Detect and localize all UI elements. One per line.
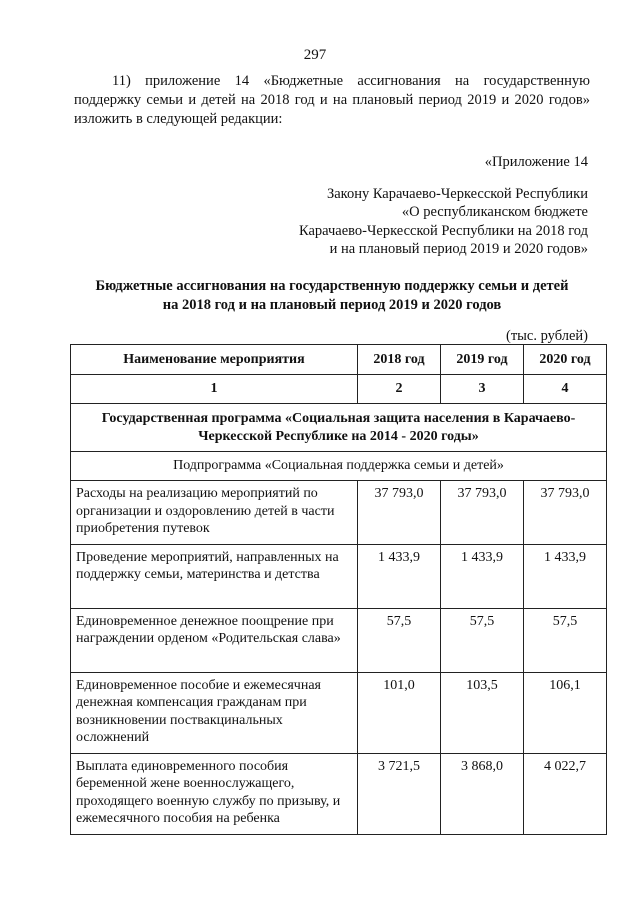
table-row [71, 544, 607, 608]
approval-line: Закону Карачаево-Черкесской Республики [326, 185, 588, 202]
header-2019: 2019 год [441, 345, 524, 375]
value-2019: 1 433,9 [441, 544, 524, 608]
subprogram-title: Подпрограмма «Социальная поддержка семьи и детей» [71, 452, 607, 481]
column-number: 4 [524, 375, 607, 404]
row-name: Выплата единовременного пособия беременной жене военнослужащего, проходящего военную службу по призыву, и ежемесячного пособия на ребенка [71, 753, 358, 834]
title-line: Бюджетные ассигнования на государственную поддержку семьи и детей [95, 278, 569, 294]
header-row [71, 345, 607, 375]
appendix-label: «Приложение 14 [484, 154, 588, 170]
value-2019: 37 793,0 [441, 481, 524, 545]
unit-note: (тыс. рублей) [506, 328, 588, 344]
row-name: Проведение мероприятий, направленных на поддержку семьи, материнства и детства [71, 544, 358, 608]
column-number-row [71, 375, 607, 404]
value-2019: 57,5 [441, 608, 524, 672]
subprogram-row [71, 452, 607, 481]
title-line: на 2018 год и на плановый период 2019 и 2020 годов [162, 296, 502, 313]
table-row [71, 608, 607, 672]
table-row [71, 753, 607, 834]
approval-line: Карачаево-Черкесской Республики на 2018 год [298, 222, 588, 239]
header-name: Наименование мероприятия [71, 345, 358, 375]
value-2018: 1 433,9 [358, 544, 441, 608]
value-2020: 57,5 [524, 608, 607, 672]
table-row [71, 481, 607, 545]
value-2018: 37 793,0 [358, 481, 441, 545]
column-number: 1 [71, 375, 358, 404]
value-2020: 106,1 [524, 672, 607, 753]
approval-line: и на плановый период 2019 и 2020 годов» [329, 241, 588, 257]
value-2020: 4 022,7 [524, 753, 607, 834]
row-name: Расходы на реализацию мероприятий по организации и оздоровлению детей в части приобретения путевок [71, 481, 358, 545]
page-number: 297 [303, 47, 327, 63]
value-2020: 1 433,9 [524, 544, 607, 608]
value-2018: 101,0 [358, 672, 441, 753]
row-name: Единовременное денежное поощрение при награждении орденом «Родительская слава» [71, 608, 358, 672]
table-row [71, 672, 607, 753]
header-2018: 2018 год [358, 345, 441, 375]
approval-block [299, 153, 588, 259]
program-title: Государственная программа «Социальная защита населения в Карачаево-Черкесской Республике на 2014 - 2020 годы» [71, 404, 607, 452]
budget-table [70, 344, 607, 835]
program-row [71, 404, 607, 452]
column-number: 2 [358, 375, 441, 404]
document-title [74, 277, 590, 314]
header-2020: 2020 год [524, 345, 607, 375]
value-2019: 103,5 [441, 672, 524, 753]
approval-line: «О республиканском бюджете [401, 204, 588, 220]
intro-paragraph: 11) приложение 14 «Бюджетные ассигнования на государственную поддержку семьи и детей на 2018 год и на плановый период 2019 и 2020 годов» изложить в следующей редакции: [74, 73, 590, 127]
row-name: Единовременное пособие и ежемесячная денежная компенсация гражданам при возникновении поствакцинальных осложнений [71, 672, 358, 753]
value-2020: 37 793,0 [524, 481, 607, 545]
value-2019: 3 868,0 [441, 753, 524, 834]
value-2018: 57,5 [358, 608, 441, 672]
value-2018: 3 721,5 [358, 753, 441, 834]
column-number: 3 [441, 375, 524, 404]
